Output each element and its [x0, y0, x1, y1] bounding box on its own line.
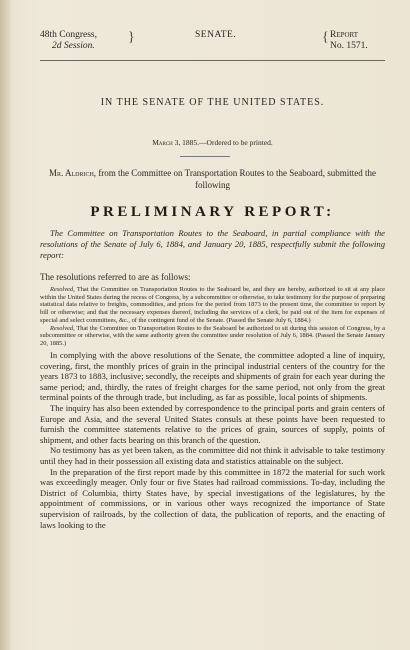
- senator-name: Mr. Aldrich,: [48, 168, 97, 178]
- body-paragraph: No testimony has as yet been taken, as the committee did not think it advisable to take testimony until they had in their possession all existing data and statistics attainable on the subject.: [40, 445, 385, 466]
- report-header: [40, 30, 385, 58]
- right-brace: }: [128, 30, 135, 45]
- header-rule: [40, 60, 385, 61]
- congress-label: 48th Congress,: [40, 30, 97, 40]
- separator-rule: [180, 156, 230, 157]
- session-label: 2d Session.: [52, 41, 95, 51]
- ordered-date: March 3, 1885.: [152, 138, 200, 147]
- body-paragraph: In complying with the above resolutions of the Senate, the committee adopted a line of inquiry, covering, first, the monthly prices of grain in the principal industrial centers of the country for the years 1873 to 1883, inclusive; secondly, the receipts and shipments of grain for each year during the same period; and, thirdly, the rates of freight charges for the same period, not only from the great terminal points of the through trade, but including, as far as possible, local points of shipments.: [40, 350, 385, 403]
- intro-text: from the Committee on Transportation Routes to the Seaboard, submitted the following: [98, 168, 377, 190]
- report-number: [330, 30, 368, 52]
- resolutions-heading: The resolutions referred to are as follows:: [40, 272, 191, 282]
- report-title: PRELIMINARY REPORT:: [90, 204, 335, 220]
- senate-title: IN THE SENATE OF THE UNITED STATES.: [100, 97, 325, 108]
- ordered-line: [40, 138, 385, 147]
- report-label: Report: [330, 30, 359, 40]
- resolution-item: Resolved, That the Committee on Transportation Routes to the Seaboard be, and they are hereby, authorized to sit at any place within the United States during the recess of Congress, by a subcommittee or otherwise, to take testimony for the purpose of preparing statistical data relative to freights, commodities, and prices for the period from 1873 to the present time, the committee to report by bill or otherwise; and that the necessary expenses thereof, including the services of a clerk, be paid out of the item for expenses of special and select committees, &c., of the contingent fund of the Senate. (Passed the Senate July 6, 1884.): [40, 286, 386, 324]
- body-paragraph: In the preparation of the first report made by this committee in 1872 the material for such work was exceedingly meager. Only four or five States had railroad commissions. To-day, including the District of Columbia, thirty States have, by special investigations of the legislatures, by the appointment of commissions, or in various other ways recognized the importance of State supervision of railroads, by the collection of data, the publication of reports, and the enacting of laws looking to the: [40, 466, 385, 530]
- submission-intro: [40, 168, 385, 191]
- resolution-item: Resolved, That the Committee on Transportation Routes to the Seaboard be authorized to sit during this session of Congress, by a subcommittee or otherwise, with the same authority given the committee under resolution of July 6, 1884. (Passed the Senate January 20, 1885.): [40, 324, 385, 347]
- body-paragraph: The inquiry has also been extended by correspondence to the principal ports and grain centers of Europe and Asia, and the several United States consuls at these points have been requested to furnish the committee statements relative to the prices of grain, sources of supply, points of shipment, and other facts bearing on this branch of the question.: [40, 402, 385, 445]
- resolutions-block: [40, 286, 385, 348]
- left-brace: {: [322, 30, 329, 45]
- binding-edge: [0, 0, 10, 650]
- ordered-text: —Ordered to be printed.: [199, 138, 273, 147]
- report-body: [40, 350, 385, 530]
- chamber-label: SENATE.: [195, 30, 237, 40]
- report-number-value: No. 1571.: [330, 41, 368, 51]
- report-subtitle: The Committee on Transportation Routes to the Seaboard, in partial compliance with the resolutions of the Senate of July 6, 1884, and January 20, 1885, respectfully submit the following report:: [40, 228, 385, 260]
- congress-session: [40, 30, 97, 52]
